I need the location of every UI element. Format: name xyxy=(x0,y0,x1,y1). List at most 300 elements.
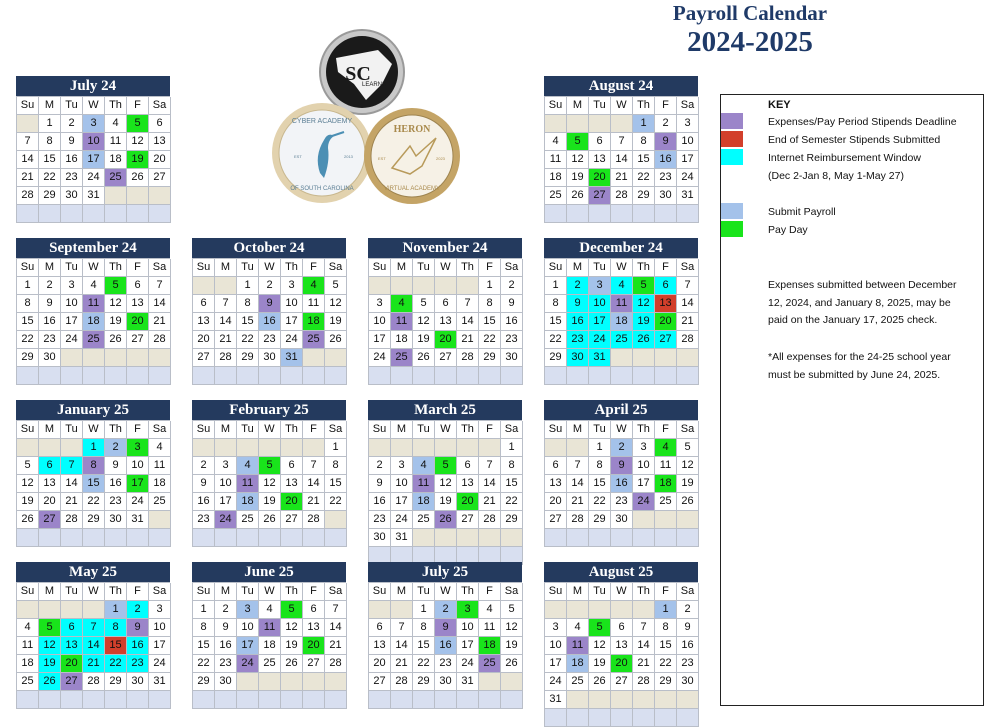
weekday-label: Tu xyxy=(413,259,435,277)
day-cell: 1 xyxy=(413,601,435,619)
day-cell: 18 xyxy=(259,637,281,655)
empty-cell xyxy=(457,439,479,457)
empty-cell xyxy=(259,439,281,457)
day-cell: 8 xyxy=(501,457,523,475)
spacer-cell xyxy=(17,529,39,547)
day-cell: 28 xyxy=(215,349,237,367)
weekday-label: W xyxy=(611,259,633,277)
day-cell: 2 xyxy=(369,457,391,475)
month-title: July 25 xyxy=(368,562,522,582)
day-cell: 19 xyxy=(567,169,589,187)
weekday-label: Th xyxy=(105,421,127,439)
weekday-label: Th xyxy=(105,583,127,601)
empty-cell xyxy=(589,691,611,709)
day-cell: 24 xyxy=(83,169,105,187)
day-cell: 1 xyxy=(545,277,567,295)
empty-cell xyxy=(567,115,589,133)
weekday-label: W xyxy=(611,583,633,601)
weekday-label: Tu xyxy=(589,583,611,601)
day-cell: 14 xyxy=(633,637,655,655)
spacer-cell xyxy=(39,367,61,385)
spacer-cell xyxy=(589,529,611,547)
day-cell: 1 xyxy=(589,439,611,457)
day-cell: 7 xyxy=(215,295,237,313)
day-cell: 29 xyxy=(83,511,105,529)
empty-cell xyxy=(193,277,215,295)
day-cell: 18 xyxy=(413,493,435,511)
day-cell: 19 xyxy=(435,493,457,511)
day-cell: 8 xyxy=(325,457,347,475)
weekday-label: F xyxy=(479,583,501,601)
day-cell: 23 xyxy=(193,511,215,529)
key-legend xyxy=(720,94,984,706)
empty-cell xyxy=(633,601,655,619)
day-cell: 12 xyxy=(39,637,61,655)
empty-cell xyxy=(369,601,391,619)
day-cell: 15 xyxy=(501,475,523,493)
day-cell: 4 xyxy=(413,457,435,475)
spacer-cell xyxy=(567,529,589,547)
empty-cell xyxy=(479,439,501,457)
day-cell: 25 xyxy=(237,511,259,529)
empty-cell xyxy=(17,439,39,457)
empty-cell xyxy=(325,673,347,691)
day-cell: 12 xyxy=(677,457,699,475)
spacer-cell xyxy=(391,691,413,709)
day-cell: 23 xyxy=(435,655,457,673)
weekday-label: Th xyxy=(281,583,303,601)
day-cell: 6 xyxy=(611,619,633,637)
day-cell: 2 xyxy=(193,457,215,475)
day-cell: 3 xyxy=(61,277,83,295)
day-cell: 5 xyxy=(39,619,61,637)
month-grid xyxy=(368,420,522,565)
day-cell: 28 xyxy=(567,511,589,529)
weekday-label: Su xyxy=(17,97,39,115)
spacer-cell xyxy=(457,691,479,709)
day-cell: 25 xyxy=(413,511,435,529)
weekday-label: W xyxy=(83,259,105,277)
day-cell: 20 xyxy=(369,655,391,673)
day-cell: 4 xyxy=(611,277,633,295)
month-grid xyxy=(544,582,698,727)
day-cell: 5 xyxy=(567,133,589,151)
weekday-label: F xyxy=(479,259,501,277)
spacer-cell xyxy=(127,691,149,709)
svg-text:EST: EST xyxy=(378,156,386,161)
day-cell: 6 xyxy=(545,457,567,475)
spacer-cell xyxy=(61,529,83,547)
day-cell: 5 xyxy=(677,439,699,457)
day-cell: 21 xyxy=(611,169,633,187)
day-cell: 14 xyxy=(457,313,479,331)
day-cell: 6 xyxy=(457,457,479,475)
weekday-label: F xyxy=(655,97,677,115)
day-cell: 13 xyxy=(303,619,325,637)
month-title: May 25 xyxy=(16,562,170,582)
day-cell: 25 xyxy=(303,331,325,349)
day-cell: 20 xyxy=(281,493,303,511)
empty-cell xyxy=(303,439,325,457)
day-cell: 1 xyxy=(501,439,523,457)
day-cell: 1 xyxy=(237,277,259,295)
day-cell: 5 xyxy=(435,457,457,475)
weekday-label: Tu xyxy=(237,421,259,439)
day-cell: 6 xyxy=(655,277,677,295)
empty-cell xyxy=(677,349,699,367)
month-grid xyxy=(192,582,346,709)
spacer-cell xyxy=(545,367,567,385)
day-cell: 30 xyxy=(259,349,281,367)
day-cell: 24 xyxy=(369,349,391,367)
day-cell: 19 xyxy=(325,313,347,331)
weekday-label: M xyxy=(567,583,589,601)
day-cell: 17 xyxy=(391,493,413,511)
weekday-label: M xyxy=(39,97,61,115)
empty-cell xyxy=(655,691,677,709)
day-cell: 15 xyxy=(105,637,127,655)
weekday-label: W xyxy=(435,259,457,277)
spacer-cell xyxy=(105,367,127,385)
spacer-cell xyxy=(303,367,325,385)
day-cell: 7 xyxy=(457,295,479,313)
weekday-label: F xyxy=(127,421,149,439)
day-cell: 16 xyxy=(369,493,391,511)
empty-cell xyxy=(17,115,39,133)
day-cell: 24 xyxy=(391,511,413,529)
spacer-cell xyxy=(237,691,259,709)
day-cell: 21 xyxy=(457,331,479,349)
month-title: January 25 xyxy=(16,400,170,420)
spacer-cell xyxy=(611,529,633,547)
empty-cell xyxy=(391,439,413,457)
spacer-cell xyxy=(633,367,655,385)
day-cell: 21 xyxy=(303,493,325,511)
weekday-label: Su xyxy=(369,421,391,439)
day-cell: 14 xyxy=(303,475,325,493)
day-cell: 17 xyxy=(149,637,171,655)
day-cell: 10 xyxy=(589,295,611,313)
empty-cell xyxy=(391,277,413,295)
day-cell: 5 xyxy=(413,295,435,313)
day-cell: 12 xyxy=(105,295,127,313)
day-cell: 8 xyxy=(83,457,105,475)
weekday-label: Tu xyxy=(413,421,435,439)
day-cell: 1 xyxy=(193,601,215,619)
day-cell: 7 xyxy=(61,457,83,475)
day-cell: 31 xyxy=(545,691,567,709)
day-cell: 31 xyxy=(149,673,171,691)
empty-cell xyxy=(193,439,215,457)
day-cell: 5 xyxy=(127,115,149,133)
spacer-cell xyxy=(127,205,149,223)
day-cell: 26 xyxy=(17,511,39,529)
day-cell: 5 xyxy=(501,601,523,619)
day-cell: 22 xyxy=(589,493,611,511)
day-cell: 22 xyxy=(633,169,655,187)
weekday-label: Su xyxy=(193,259,215,277)
spacer-cell xyxy=(149,691,171,709)
weekday-label: Su xyxy=(193,583,215,601)
day-cell: 30 xyxy=(435,673,457,691)
day-cell: 22 xyxy=(479,331,501,349)
day-cell: 28 xyxy=(677,331,699,349)
month-calendar xyxy=(544,76,698,223)
day-cell: 19 xyxy=(413,331,435,349)
empty-cell xyxy=(435,277,457,295)
weekday-label: F xyxy=(303,583,325,601)
day-cell: 26 xyxy=(501,655,523,673)
day-cell: 4 xyxy=(17,619,39,637)
day-cell: 12 xyxy=(589,637,611,655)
weekday-label: F xyxy=(303,421,325,439)
empty-cell xyxy=(237,673,259,691)
day-cell: 30 xyxy=(215,673,237,691)
day-cell: 12 xyxy=(259,475,281,493)
day-cell: 29 xyxy=(655,673,677,691)
day-cell: 10 xyxy=(457,619,479,637)
day-cell: 3 xyxy=(237,601,259,619)
empty-cell xyxy=(61,349,83,367)
empty-cell xyxy=(633,691,655,709)
day-cell: 31 xyxy=(677,187,699,205)
weekday-label: Th xyxy=(633,583,655,601)
day-cell: 27 xyxy=(149,169,171,187)
day-cell: 12 xyxy=(435,475,457,493)
day-cell: 4 xyxy=(479,601,501,619)
day-cell: 2 xyxy=(215,601,237,619)
day-cell: 25 xyxy=(391,349,413,367)
weekday-label: Tu xyxy=(589,259,611,277)
weekday-label: Sa xyxy=(149,421,171,439)
spacer-cell xyxy=(303,529,325,547)
day-cell: 21 xyxy=(61,493,83,511)
day-cell: 8 xyxy=(545,295,567,313)
empty-cell xyxy=(391,601,413,619)
empty-cell xyxy=(501,673,523,691)
day-cell: 1 xyxy=(479,277,501,295)
empty-cell xyxy=(545,439,567,457)
day-cell: 18 xyxy=(303,313,325,331)
day-cell: 17 xyxy=(83,151,105,169)
day-cell: 21 xyxy=(633,655,655,673)
day-cell: 25 xyxy=(479,655,501,673)
day-cell: 16 xyxy=(127,637,149,655)
day-cell: 9 xyxy=(259,295,281,313)
day-cell: 15 xyxy=(479,313,501,331)
month-calendar xyxy=(544,400,698,547)
month-calendar xyxy=(544,238,698,385)
day-cell: 5 xyxy=(105,277,127,295)
day-cell: 16 xyxy=(611,475,633,493)
spacer-cell xyxy=(61,367,83,385)
day-cell: 27 xyxy=(281,511,303,529)
weekday-label: W xyxy=(259,583,281,601)
day-cell: 24 xyxy=(237,655,259,673)
day-cell: 13 xyxy=(369,637,391,655)
weekday-label: M xyxy=(215,259,237,277)
day-cell: 2 xyxy=(105,439,127,457)
weekday-label: M xyxy=(215,583,237,601)
day-cell: 5 xyxy=(589,619,611,637)
month-grid xyxy=(16,420,170,547)
weekday-label: Th xyxy=(457,583,479,601)
day-cell: 14 xyxy=(215,313,237,331)
day-cell: 3 xyxy=(215,457,237,475)
day-cell: 23 xyxy=(677,655,699,673)
key-internet-label: Internet Reimbursement Window xyxy=(768,152,921,164)
page-title: Payroll Calendar xyxy=(672,1,828,25)
spacer-cell xyxy=(501,691,523,709)
key-submit-label: Submit Payroll xyxy=(768,206,836,218)
day-cell: 10 xyxy=(545,637,567,655)
spacer-cell xyxy=(39,691,61,709)
day-cell: 27 xyxy=(303,655,325,673)
day-cell: 28 xyxy=(611,187,633,205)
day-cell: 17 xyxy=(589,313,611,331)
day-cell: 19 xyxy=(39,655,61,673)
empty-cell xyxy=(215,439,237,457)
empty-cell xyxy=(435,529,457,547)
weekday-label: M xyxy=(39,421,61,439)
key-title: KEY xyxy=(768,99,791,111)
day-cell: 10 xyxy=(127,457,149,475)
day-cell: 9 xyxy=(215,619,237,637)
day-cell: 9 xyxy=(61,133,83,151)
key-internet-dates: (Dec 2-Jan 8, May 1-May 27) xyxy=(768,170,904,182)
day-cell: 22 xyxy=(105,655,127,673)
sc-learns-logo xyxy=(320,30,404,114)
day-cell: 9 xyxy=(567,295,589,313)
weekday-label: Sa xyxy=(149,97,171,115)
month-grid xyxy=(192,420,346,547)
day-cell: 27 xyxy=(127,331,149,349)
day-cell: 4 xyxy=(391,295,413,313)
day-cell: 30 xyxy=(567,349,589,367)
day-cell: 20 xyxy=(655,313,677,331)
day-cell: 9 xyxy=(193,475,215,493)
day-cell: 18 xyxy=(105,151,127,169)
day-cell: 19 xyxy=(589,655,611,673)
spacer-cell xyxy=(127,367,149,385)
empty-cell xyxy=(457,529,479,547)
month-grid xyxy=(368,258,522,385)
weekday-label: Sa xyxy=(325,259,347,277)
day-cell: 25 xyxy=(83,331,105,349)
day-cell: 14 xyxy=(17,151,39,169)
weekday-label: F xyxy=(655,259,677,277)
day-cell: 6 xyxy=(589,133,611,151)
day-cell: 5 xyxy=(259,457,281,475)
month-calendar xyxy=(16,76,170,223)
spacer-cell xyxy=(457,367,479,385)
day-cell: 4 xyxy=(545,133,567,151)
day-cell: 8 xyxy=(237,295,259,313)
svg-text:EST: EST xyxy=(294,154,302,159)
empty-cell xyxy=(611,349,633,367)
spacer-cell xyxy=(193,691,215,709)
weekday-label: M xyxy=(567,421,589,439)
day-cell: 28 xyxy=(149,331,171,349)
weekday-label: Su xyxy=(193,421,215,439)
day-cell: 8 xyxy=(413,619,435,637)
weekday-label: Th xyxy=(633,259,655,277)
weekday-label: F xyxy=(127,97,149,115)
weekday-label: F xyxy=(127,259,149,277)
day-cell: 15 xyxy=(39,151,61,169)
day-cell: 10 xyxy=(633,457,655,475)
svg-text:CYBER ACADEMY: CYBER ACADEMY xyxy=(291,118,353,125)
day-cell: 11 xyxy=(259,619,281,637)
weekday-label: Tu xyxy=(237,583,259,601)
weekday-label: M xyxy=(567,259,589,277)
day-cell: 4 xyxy=(83,277,105,295)
spacer-cell xyxy=(479,691,501,709)
day-cell: 18 xyxy=(479,637,501,655)
empty-cell xyxy=(567,601,589,619)
day-cell: 9 xyxy=(677,619,699,637)
month-title: March 25 xyxy=(368,400,522,420)
day-cell: 16 xyxy=(655,151,677,169)
day-cell: 21 xyxy=(83,655,105,673)
day-cell: 27 xyxy=(589,187,611,205)
day-cell: 8 xyxy=(479,295,501,313)
day-cell: 28 xyxy=(61,511,83,529)
day-cell: 14 xyxy=(611,151,633,169)
heron-academy-logo xyxy=(364,108,460,204)
day-cell: 7 xyxy=(303,457,325,475)
weekday-label: Tu xyxy=(589,421,611,439)
spacer-cell xyxy=(567,367,589,385)
day-cell: 13 xyxy=(149,133,171,151)
day-cell: 19 xyxy=(17,493,39,511)
empty-cell xyxy=(39,601,61,619)
day-cell: 11 xyxy=(237,475,259,493)
weekday-label: W xyxy=(83,97,105,115)
day-cell: 15 xyxy=(325,475,347,493)
month-grid xyxy=(16,258,170,385)
day-cell: 19 xyxy=(501,637,523,655)
day-cell: 16 xyxy=(259,313,281,331)
spacer-cell xyxy=(237,367,259,385)
spacer-cell xyxy=(677,205,699,223)
spacer-cell xyxy=(479,367,501,385)
weekday-label: M xyxy=(39,583,61,601)
day-cell: 20 xyxy=(457,493,479,511)
day-cell: 21 xyxy=(325,637,347,655)
day-cell: 12 xyxy=(281,619,303,637)
day-cell: 31 xyxy=(281,349,303,367)
svg-text:2013: 2013 xyxy=(344,154,353,159)
spacer-cell xyxy=(435,367,457,385)
spacer-cell xyxy=(545,529,567,547)
day-cell: 22 xyxy=(545,331,567,349)
day-cell: 2 xyxy=(567,277,589,295)
day-cell: 7 xyxy=(149,277,171,295)
day-cell: 6 xyxy=(281,457,303,475)
spacer-cell xyxy=(369,367,391,385)
day-cell: 21 xyxy=(567,493,589,511)
day-cell: 23 xyxy=(39,331,61,349)
payday-swatch xyxy=(721,221,743,237)
weekday-label: M xyxy=(391,421,413,439)
empty-cell xyxy=(149,187,171,205)
empty-cell xyxy=(149,511,171,529)
day-cell: 8 xyxy=(105,619,127,637)
day-cell: 30 xyxy=(655,187,677,205)
day-cell: 3 xyxy=(457,601,479,619)
empty-cell xyxy=(567,691,589,709)
